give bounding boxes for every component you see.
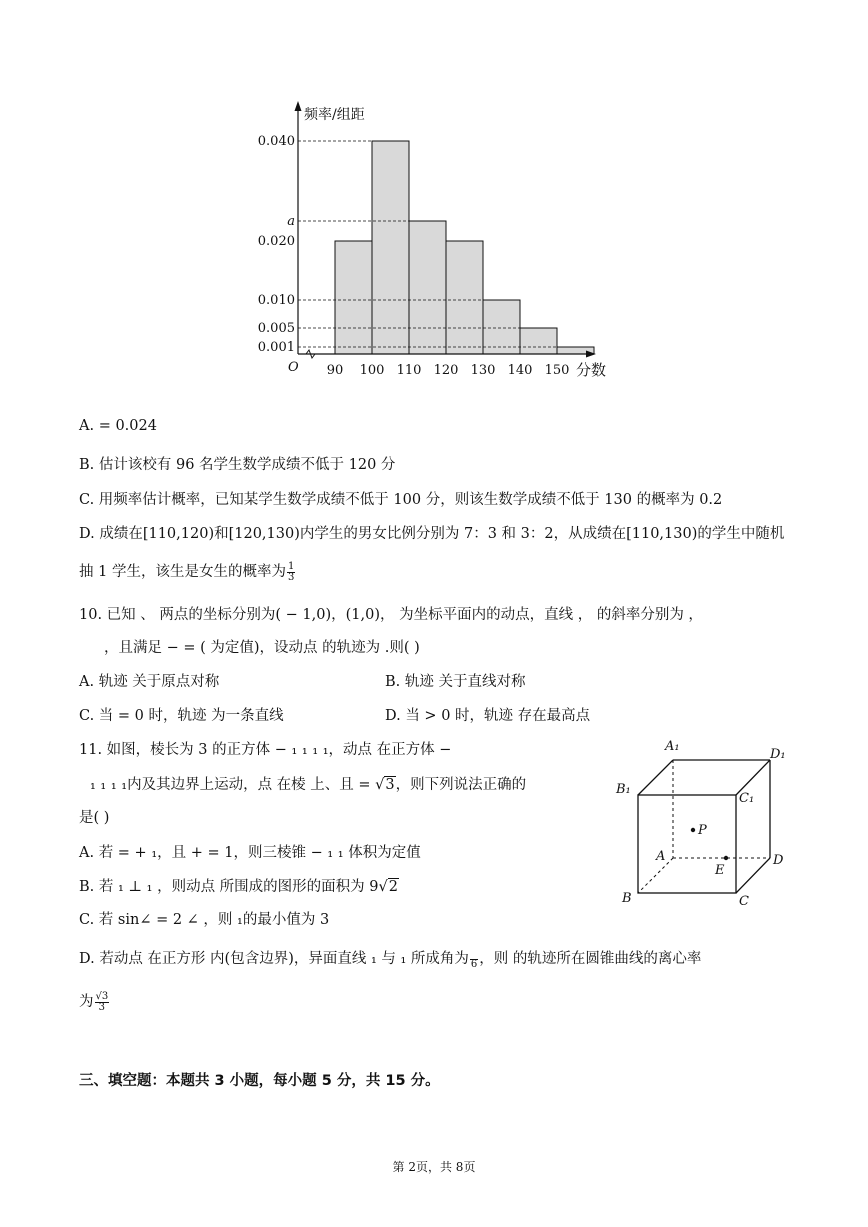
y-tick-label: 0.001	[257, 340, 295, 355]
point-e-dot	[724, 856, 728, 860]
label-e: E	[715, 863, 725, 878]
q11-option-d-text: D. 若动点 在正方形 内(包含边界)，异面直线 ₁ 与 ₁ 所成角为	[79, 951, 469, 967]
q11-option-d-line1	[79, 947, 701, 970]
q10-stem-line2: ，且满足 − = ( 为定值)，设动点 的轨迹为 .则( )	[104, 640, 420, 656]
edge-c1-d1	[736, 760, 770, 795]
histogram-bar	[520, 328, 557, 354]
label-c1: C₁	[739, 791, 755, 806]
q11-option-d-tail: ，则 的轨迹所在圆锥曲线的离心率	[479, 951, 702, 967]
x-tick-label: 90	[326, 363, 344, 378]
section-3-heading: 三、填空题：本题共 3 小题，每小题 5 分，共 15 分。	[79, 1073, 440, 1089]
q9-option-d-text: 抽 1 学生，该生是女生的概率为	[79, 564, 286, 580]
label-p: P	[698, 823, 707, 838]
histogram-bar	[446, 241, 483, 354]
q11-option-a: A. 若 = + ₁，且 + = 1，则三棱锥 − ₁ ₁ 体积为定值	[79, 845, 421, 861]
cube-figure	[610, 730, 800, 910]
x-tick-label: 110	[396, 363, 422, 378]
histogram-bar	[409, 221, 446, 354]
q11-sqrt-3: 3	[385, 777, 395, 793]
y-tick-label: 0.020	[257, 234, 295, 249]
origin-label: O	[288, 360, 299, 375]
x-tick-label: 120	[433, 363, 459, 378]
histogram-bar	[335, 241, 372, 354]
q10-stem-line1: 10. 已知 、 两点的坐标分别为( − 1,0)，(1,0)， 为坐标平面内的动点，直线 ， 的斜率分别为 ，	[79, 607, 703, 623]
histogram-chart	[250, 95, 620, 390]
label-b1: B₁	[616, 782, 631, 797]
q11-stem-line1: 11. 如图，棱长为 3 的正方体 − ₁ ₁ ₁ ₁，动点 在正方体 −	[79, 742, 452, 758]
edge-b1-a1	[638, 760, 673, 795]
q9-option-d-line2	[79, 560, 296, 583]
q9-fraction: $\frac{1}{3}$	[287, 560, 295, 583]
q9-option-c: C. 用频率估计概率，已知某学生数学成绩不低于 100 分，则该生数学成绩不低于 130 的概率为 0.2	[79, 492, 723, 508]
x-tick-label: 130	[470, 363, 496, 378]
q9-option-b: B. 估计该校有 96 名学生数学成绩不低于 120 分	[79, 457, 396, 473]
edge-c-d	[736, 858, 770, 893]
q11-eccentricity-fraction: $\frac{√3}{3}$	[95, 990, 109, 1013]
x-tick-label: 140	[507, 363, 533, 378]
q11-stem-line2: ₁ ₁ ₁ ₁内及其边界上运动，点 在棱 上、且 = √3，则下列说法正确的	[90, 777, 527, 793]
x-axis-title: 分数	[576, 361, 607, 379]
q10-option-c: C. 当 = 0 时，轨迹 为一条直线	[79, 708, 284, 724]
q10-option-d: D. 当 > 0 时，轨迹 存在最高点	[385, 708, 591, 724]
y-tick-label: 0.010	[257, 293, 295, 308]
label-a: A	[656, 849, 666, 864]
q11-option-d-line2-text: 为	[79, 994, 94, 1010]
histogram-bar	[372, 141, 409, 354]
q11-sqrt-2: 2	[388, 879, 398, 895]
x-tick-label: 150	[544, 363, 570, 378]
q11-stem-line2-text: ₁ ₁ ₁ ₁内及其边界上运动，点 在棱 上、且 =	[90, 777, 376, 793]
q10-option-b: B. 轨迹 关于直线对称	[385, 674, 526, 690]
y-axis-title: 频率/组距	[304, 107, 365, 123]
label-d1: D₁	[770, 747, 786, 762]
q11-stem-line2-tail: ，则下列说法正确的	[395, 777, 527, 793]
q9-option-d-line1: D. 成绩在[110,120)和[120,130)内学生的男女比例分别为 7：3 和 3：2，从成绩在[110,130)的学生中随机	[79, 526, 785, 542]
q11-option-d-line2	[79, 990, 110, 1013]
y-tick-label: a	[287, 214, 295, 229]
q10-option-a: A. 轨迹 关于原点对称	[79, 674, 220, 690]
q11-option-b: B. 若 ₁ ⊥ ₁ ，则动点 所围成的图形的面积为 9√2	[79, 879, 398, 895]
y-tick-label: 0.040	[257, 134, 295, 149]
q11-stem-line3: 是( )	[79, 810, 110, 826]
label-c: C	[739, 894, 749, 909]
y-tick-label: 0.005	[257, 321, 295, 336]
page-footer: 第 2页，共 8页	[392, 1160, 476, 1174]
label-a1: A₁	[665, 739, 680, 754]
q9-option-a: A. = 0.024	[79, 418, 157, 434]
x-tick-label: 100	[359, 363, 385, 378]
point-p-dot	[691, 828, 695, 832]
histogram-bar	[483, 300, 520, 354]
front-face	[638, 795, 736, 893]
q11-option-c: C. 若 sin∠ = 2 ∠ ，则 ₁的最小值为 3	[79, 912, 330, 928]
y-axis-arrow	[295, 101, 302, 111]
q11-option-b-text: B. 若 ₁ ⊥ ₁ ，则动点 所围成的图形的面积为 9	[79, 879, 379, 895]
q11-angle-fraction: 6	[470, 949, 478, 970]
label-b: B	[622, 891, 632, 906]
label-d: D	[773, 853, 784, 868]
